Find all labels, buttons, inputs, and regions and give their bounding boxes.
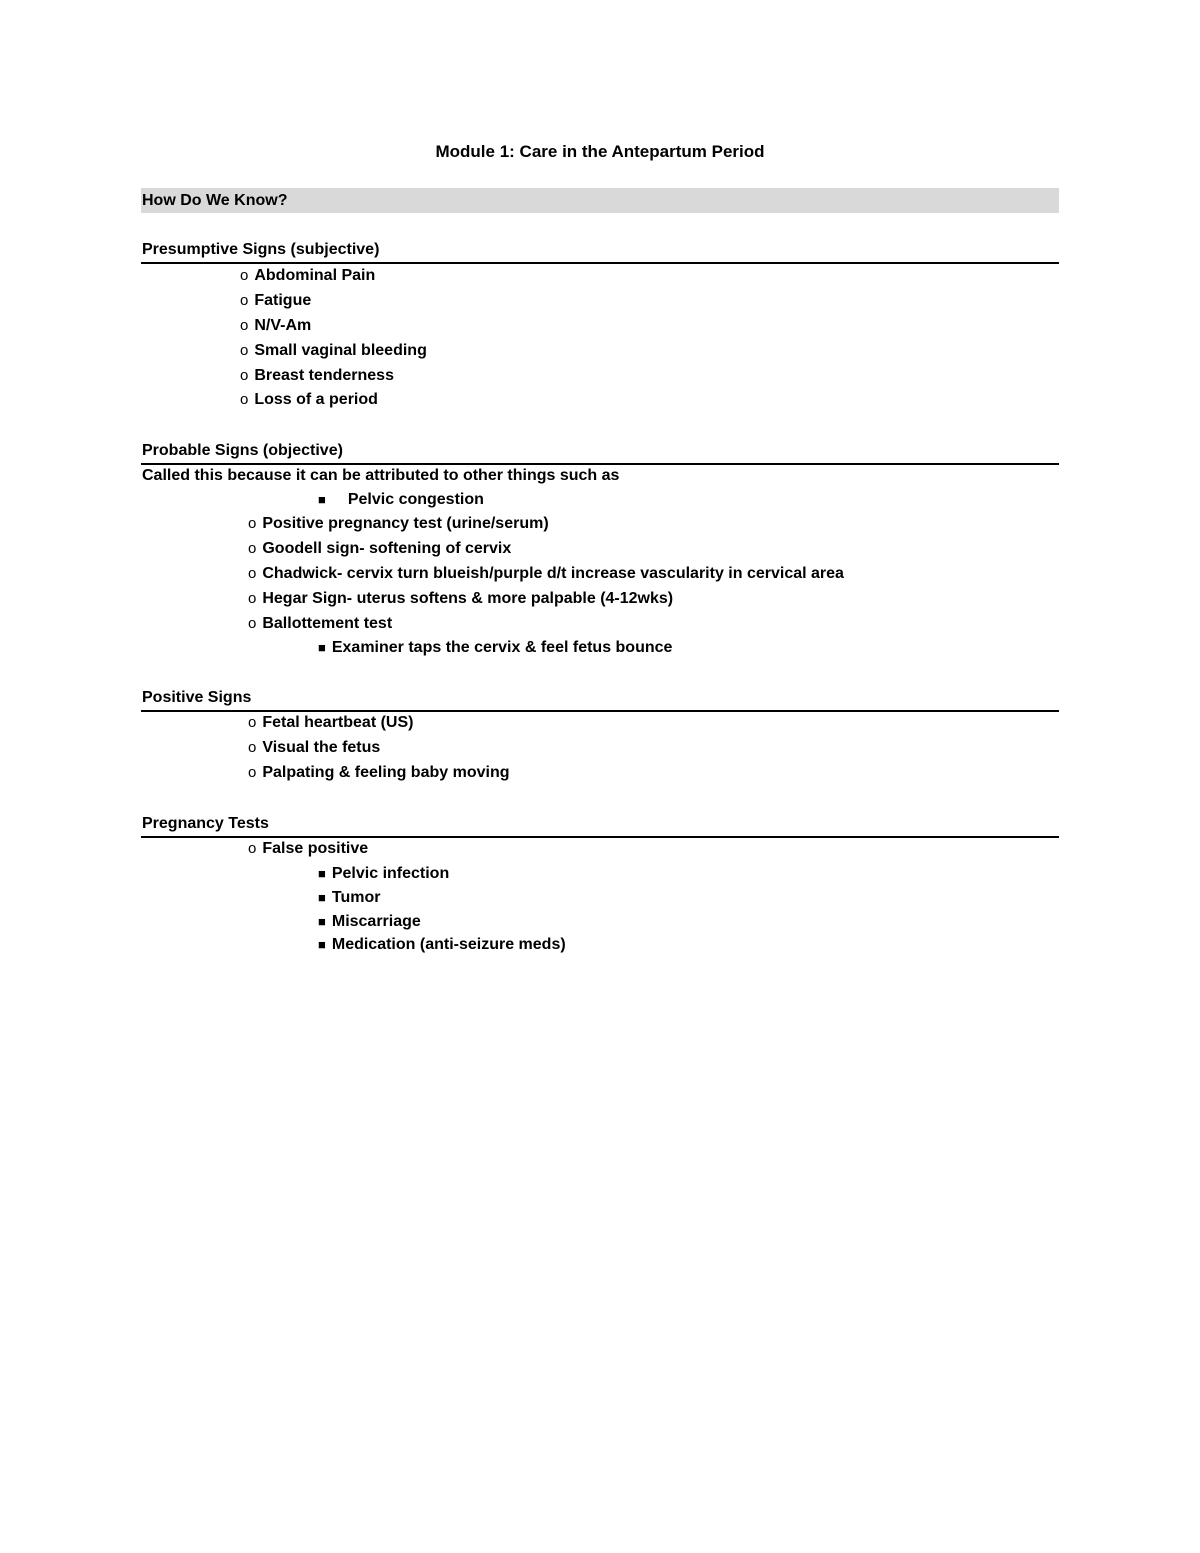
list-item: ■ Examiner taps the cervix & feel fetus bounce bbox=[318, 637, 672, 659]
tests-heading bbox=[141, 812, 1059, 838]
tests-heading-label: Pregnancy Tests bbox=[142, 815, 269, 832]
list-item: ■ Tumor bbox=[318, 887, 380, 909]
circle-bullet-icon: o bbox=[240, 317, 249, 334]
circle-bullet-icon: o bbox=[248, 739, 257, 756]
circle-bullet-icon: o bbox=[240, 367, 249, 384]
positive-heading-label: Positive Signs bbox=[142, 689, 252, 706]
list-item: o Chadwick- cervix turn blueish/purple d/t increase vascularity in cervical area bbox=[248, 563, 844, 585]
list-item: ■ Pelvic infection bbox=[318, 863, 449, 885]
circle-bullet-icon: o bbox=[240, 342, 249, 359]
circle-bullet-icon: o bbox=[248, 540, 257, 557]
square-bullet-icon: ■ bbox=[318, 937, 326, 952]
list-item: ■ Medication (anti-seizure meds) bbox=[318, 934, 566, 956]
list-item: o Small vaginal bleeding bbox=[240, 340, 427, 362]
square-bullet-icon: ■ bbox=[318, 866, 326, 881]
list-item: o Visual the fetus bbox=[248, 737, 380, 759]
circle-bullet-icon: o bbox=[248, 565, 257, 582]
probable-intro: Called this because it can be attributed to other things such as bbox=[142, 467, 620, 484]
list-item: ■ Pelvic congestion bbox=[318, 489, 484, 511]
list-item: o Hegar Sign- uterus softens & more palpable (4-12wks) bbox=[248, 588, 673, 610]
circle-bullet-icon: o bbox=[248, 714, 257, 731]
circle-bullet-icon: o bbox=[248, 764, 257, 781]
list-item: o Loss of a period bbox=[240, 389, 378, 411]
document-title: Module 1: Care in the Antepartum Period bbox=[435, 142, 765, 161]
probable-heading bbox=[141, 439, 1059, 465]
presumptive-heading bbox=[141, 238, 1059, 264]
circle-bullet-icon: o bbox=[240, 267, 249, 284]
section-banner bbox=[141, 188, 1059, 213]
circle-bullet-icon: o bbox=[248, 615, 257, 632]
list-item: o Fatigue bbox=[240, 290, 311, 312]
positive-heading bbox=[141, 686, 1059, 712]
square-bullet-icon: ■ bbox=[318, 914, 326, 929]
circle-bullet-icon: o bbox=[240, 391, 249, 408]
list-item: o Breast tenderness bbox=[240, 365, 394, 387]
circle-bullet-icon: o bbox=[248, 515, 257, 532]
circle-bullet-icon: o bbox=[248, 840, 257, 857]
probable-heading-label: Probable Signs (objective) bbox=[142, 442, 343, 459]
circle-bullet-icon: o bbox=[240, 292, 249, 309]
list-item: o Positive pregnancy test (urine/serum) bbox=[248, 513, 549, 535]
list-item: o Fetal heartbeat (US) bbox=[248, 712, 413, 734]
square-bullet-icon: ■ bbox=[318, 890, 326, 905]
list-item: o Ballottement test bbox=[248, 613, 392, 635]
list-item: ■ Miscarriage bbox=[318, 911, 421, 933]
list-item: o Abdominal Pain bbox=[240, 265, 375, 287]
list-item: o False positive bbox=[248, 838, 368, 860]
banner-label: How Do We Know? bbox=[142, 192, 288, 209]
square-bullet-icon: ■ bbox=[318, 492, 326, 507]
square-bullet-icon: ■ bbox=[318, 640, 326, 655]
list-item: o Goodell sign- softening of cervix bbox=[248, 538, 511, 560]
circle-bullet-icon: o bbox=[248, 590, 257, 607]
presumptive-heading-label: Presumptive Signs (subjective) bbox=[142, 241, 380, 258]
list-item: o N/V-Am bbox=[240, 315, 311, 337]
list-item: o Palpating & feeling baby moving bbox=[248, 762, 509, 784]
